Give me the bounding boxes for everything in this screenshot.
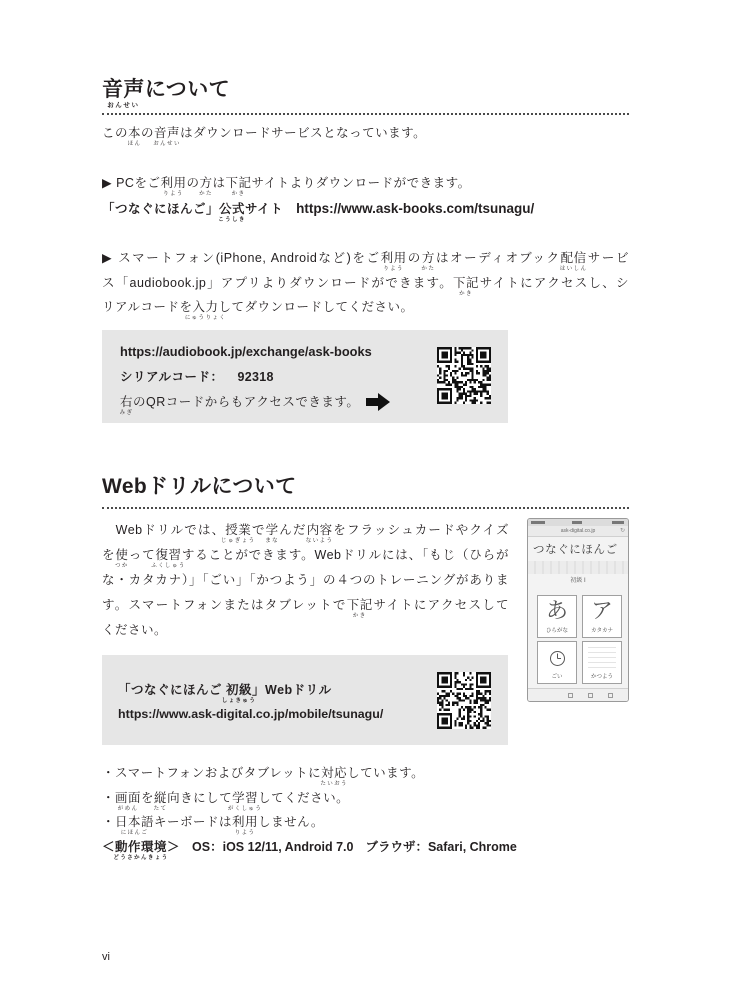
ruby-word (115, 814, 155, 836)
section-heading-audio (102, 78, 230, 109)
text-run: Webドリルでは、 (102, 523, 226, 537)
operating-environment-line (102, 839, 517, 863)
ruby-word (380, 250, 407, 272)
text-run: 向きにして (167, 791, 233, 805)
furigana: みぎ (119, 410, 134, 416)
qr-code-graphic (437, 347, 491, 404)
ruby-base: 利用 (232, 815, 259, 829)
note-portrait-orientation (102, 790, 349, 814)
web-drill-info-box (102, 655, 508, 745)
ruby-word (199, 175, 213, 197)
text-run: 「つなぐにほんご (118, 683, 226, 697)
reload-icon: ↻ (619, 528, 625, 534)
qr-code-audiobook (437, 347, 491, 404)
text-run: はダウンロードサービスとなっています。 (180, 126, 427, 140)
web-drill-line-4 (102, 597, 509, 621)
furigana: まな (265, 538, 280, 544)
ruby-base: 使 (115, 548, 129, 562)
tile-glyph: あ (545, 599, 568, 624)
furigana: りよう (163, 191, 184, 197)
text-run: ・スマートフォンおよびタブレットに (102, 766, 322, 780)
web-drill-line-3 (102, 572, 509, 596)
web-drill-line-5 (102, 622, 167, 646)
conjugation-tile (582, 641, 622, 684)
text-run: ・ (102, 815, 116, 829)
ruby-base: 公式 (219, 202, 246, 216)
web-drill-line-1 (102, 522, 509, 546)
furigana: おんせい (107, 102, 140, 109)
text-run: の (141, 126, 155, 140)
text-run: はオーディオブック (434, 251, 561, 265)
page-number: vi (102, 951, 110, 963)
furigana: しょきゅう (221, 698, 257, 704)
ruby-word (153, 125, 181, 147)
phone-address-bar: ask-digital.co.jp (528, 526, 628, 537)
ruby-word (113, 839, 169, 861)
text-run: の (406, 251, 422, 265)
clock-icon (549, 650, 566, 667)
ruby-base: 授業 (225, 523, 252, 537)
ruby-base: 利用 (160, 176, 187, 190)
official-site-label (102, 202, 284, 223)
furigana: りよう (234, 830, 256, 836)
ruby-base: 内容 (306, 523, 333, 537)
furigana: かき (352, 613, 367, 619)
ruby-base: 方 (199, 176, 213, 190)
phone-status-bar (528, 519, 628, 526)
serial-code-label: シリアルコード： (120, 370, 224, 384)
audiobook-url: https://audiobook.jp/exchange/ask-books (120, 344, 372, 359)
ruby-word (127, 125, 142, 147)
furigana: どうさかんきょう (113, 855, 169, 861)
note-keyboard (102, 814, 324, 838)
text-run: リアルコードを (102, 300, 193, 314)
ruby-word (115, 790, 142, 812)
environment-label (102, 840, 181, 861)
section-heading-web-drill: Webドリルについて (102, 475, 297, 498)
furigana: にほんご (120, 830, 149, 836)
ruby-word (184, 299, 227, 321)
tab-bar-icon (568, 693, 573, 698)
ruby-base: 画面 (115, 791, 142, 805)
ruby-word (421, 250, 436, 272)
smartphone-line-2 (102, 275, 629, 299)
text-run: をフラッシュカードやクイズ (332, 523, 509, 537)
official-site-url: https://www.ask-books.com/tsunagu/ (296, 201, 535, 216)
furigana: ほん (127, 141, 142, 147)
heading-divider (102, 113, 629, 115)
note-supported-devices (102, 765, 424, 789)
audiobook-info-box (102, 330, 508, 423)
ruby-base: 音声 (154, 126, 181, 140)
furigana: ふくしゅう (151, 563, 186, 569)
furigana: りよう (383, 266, 404, 272)
text-run: してダウンロードしてください。 (218, 300, 414, 314)
text-run: ▶ スマートフォン(iPhone, Androidなど)をご (102, 251, 381, 265)
ruby-base: 対応 (321, 766, 348, 780)
furigana: かた (421, 266, 436, 272)
text-run: ▶ PCをご (102, 176, 161, 190)
phone-screenshot (527, 518, 629, 702)
qr-code-graphic (437, 672, 491, 729)
text-run: 「つなぐにほんご」 (102, 202, 220, 216)
text-run: しません。 (258, 815, 324, 829)
text-run: ＞ (167, 840, 181, 854)
ruby-word (160, 175, 187, 197)
ruby-word (305, 522, 334, 544)
text-run: ス「audiobook.jp」アプリよりダウンロードができます。 (102, 276, 454, 290)
furigana: かき (231, 191, 246, 197)
text-run: してください。 (258, 791, 350, 805)
ruby-base: 学習 (232, 791, 259, 805)
text-run: は (212, 176, 226, 190)
qr-note (120, 394, 359, 418)
ruby-word (225, 175, 252, 197)
ruby-base: 方 (421, 251, 435, 265)
furigana: かた (199, 191, 213, 197)
qr-code-web-drill (437, 672, 491, 729)
furigana: たいおう (320, 781, 348, 787)
text-run: を (141, 791, 155, 805)
text-run: す。スマートフォンまたはタブレットで (102, 598, 347, 612)
ruby-base: 復習 (155, 548, 182, 562)
ruby-base: 初級 (225, 683, 252, 697)
ruby-base: 入力 (192, 300, 219, 314)
ruby-word (320, 765, 348, 787)
ruby-word (114, 547, 129, 569)
tab-bar-icon (608, 693, 613, 698)
furigana: はいしん (559, 266, 588, 272)
text-run: 」Webドリル (252, 683, 332, 697)
web-drill-line-2 (102, 547, 509, 571)
ruby-base: 利用 (380, 251, 407, 265)
ruby-word (119, 394, 134, 416)
phone-level-label: 初級 I (570, 578, 586, 584)
furigana: かき (459, 291, 473, 297)
right-arrow-icon (366, 393, 390, 411)
furigana: じゅぎょう (221, 538, 256, 544)
furigana: たて (153, 806, 168, 812)
text-run: することができます。Webドリルには、「もじ（ひらが (181, 548, 509, 562)
text-run: キーボードは (154, 815, 233, 829)
qr-modules (437, 672, 491, 729)
ruby-word (102, 78, 145, 109)
text-run: サービ (586, 251, 629, 265)
ruby-base: 縦 (154, 791, 168, 805)
ruby-base: 音声 (102, 78, 145, 101)
text-run: サイト (245, 202, 284, 216)
smartphone-line-1 (102, 250, 629, 274)
ruby-word (221, 522, 256, 544)
phone-app-title: つなぐにほんご (533, 544, 618, 556)
web-drill-box-title (118, 682, 332, 706)
tile-label: カタカナ (590, 628, 613, 634)
text-run: しています。 (347, 766, 425, 780)
text-run: サイトにアクセスし、シ (479, 276, 629, 290)
ruby-base: 下記 (346, 598, 373, 612)
serial-code-value: 92318 (237, 370, 274, 384)
audio-intro (102, 125, 426, 149)
text-run: んだ (278, 523, 307, 537)
text-run: ・ (102, 791, 116, 805)
text-run: この (102, 126, 129, 140)
text-run: サイトよりダウンロードができます。 (251, 176, 471, 190)
hiragana-tile (537, 595, 577, 638)
heading-divider (102, 507, 629, 509)
ruby-base: 右 (120, 395, 134, 409)
text-run: で (251, 523, 266, 537)
tile-label: かつよう (590, 674, 613, 680)
environment-browser: ブラウザ：Safari, Chrome (365, 840, 517, 854)
pc-download-line (102, 175, 471, 199)
text-run: ください。 (102, 623, 168, 637)
ruby-word (232, 814, 259, 836)
web-drill-url: https://www.ask-digital.co.jp/mobile/tsunagu/ (118, 707, 384, 721)
ruby-word (153, 790, 168, 812)
text-run: サイトにアクセスして (372, 598, 509, 612)
tile-glyph: ア (590, 599, 613, 624)
ruby-word (227, 790, 263, 812)
ruby-word (151, 547, 186, 569)
furigana: がめん (117, 806, 139, 812)
tab-bar-icon (588, 693, 593, 698)
ruby-word (559, 250, 588, 272)
smartphone-line-3 (102, 299, 414, 323)
text-run: を (102, 548, 116, 562)
ruby-base: 下記 (225, 176, 252, 190)
ruby-base: 動作環境 (115, 840, 168, 854)
official-site-line (102, 201, 534, 225)
tile-decoration (588, 647, 616, 671)
ruby-word (453, 275, 480, 297)
text-run: な・カタカナ）」「ごい」「かつよう」の４つのトレーニングがありま (102, 573, 509, 587)
vocabulary-tile (537, 641, 577, 684)
furigana: こうしき (218, 217, 246, 223)
serial-code-line (120, 369, 274, 393)
ruby-word (346, 597, 373, 619)
text-run: について (144, 78, 230, 101)
ruby-base: 下記 (453, 276, 480, 290)
qr-modules (437, 347, 491, 404)
ruby-base: 配信 (560, 251, 587, 265)
phone-title-band (528, 561, 628, 574)
furigana: ないよう (305, 538, 334, 544)
furigana: つか (114, 563, 129, 569)
ruby-word (265, 522, 280, 544)
furigana: がくしゅう (227, 806, 263, 812)
katakana-tile (582, 595, 622, 638)
tile-label: ごい (551, 674, 563, 680)
ruby-word (218, 201, 246, 223)
furigana: おんせい (153, 141, 181, 147)
environment-os: OS：iOS 12/11, Android 7.0 (192, 840, 354, 854)
text-run: の (186, 176, 200, 190)
text-run: のQRコードからもアクセスできます。 (133, 395, 360, 409)
tile-label: ひらがな (545, 628, 568, 634)
ruby-word (221, 682, 257, 704)
furigana: にゅうりょく (184, 315, 227, 321)
text-run: って (128, 548, 156, 562)
text-run: ＜ (102, 840, 116, 854)
ruby-base: 日本語 (115, 815, 155, 829)
phone-tab-bar (528, 688, 628, 702)
ruby-base: 本 (128, 126, 142, 140)
ruby-base: 学 (265, 523, 279, 537)
